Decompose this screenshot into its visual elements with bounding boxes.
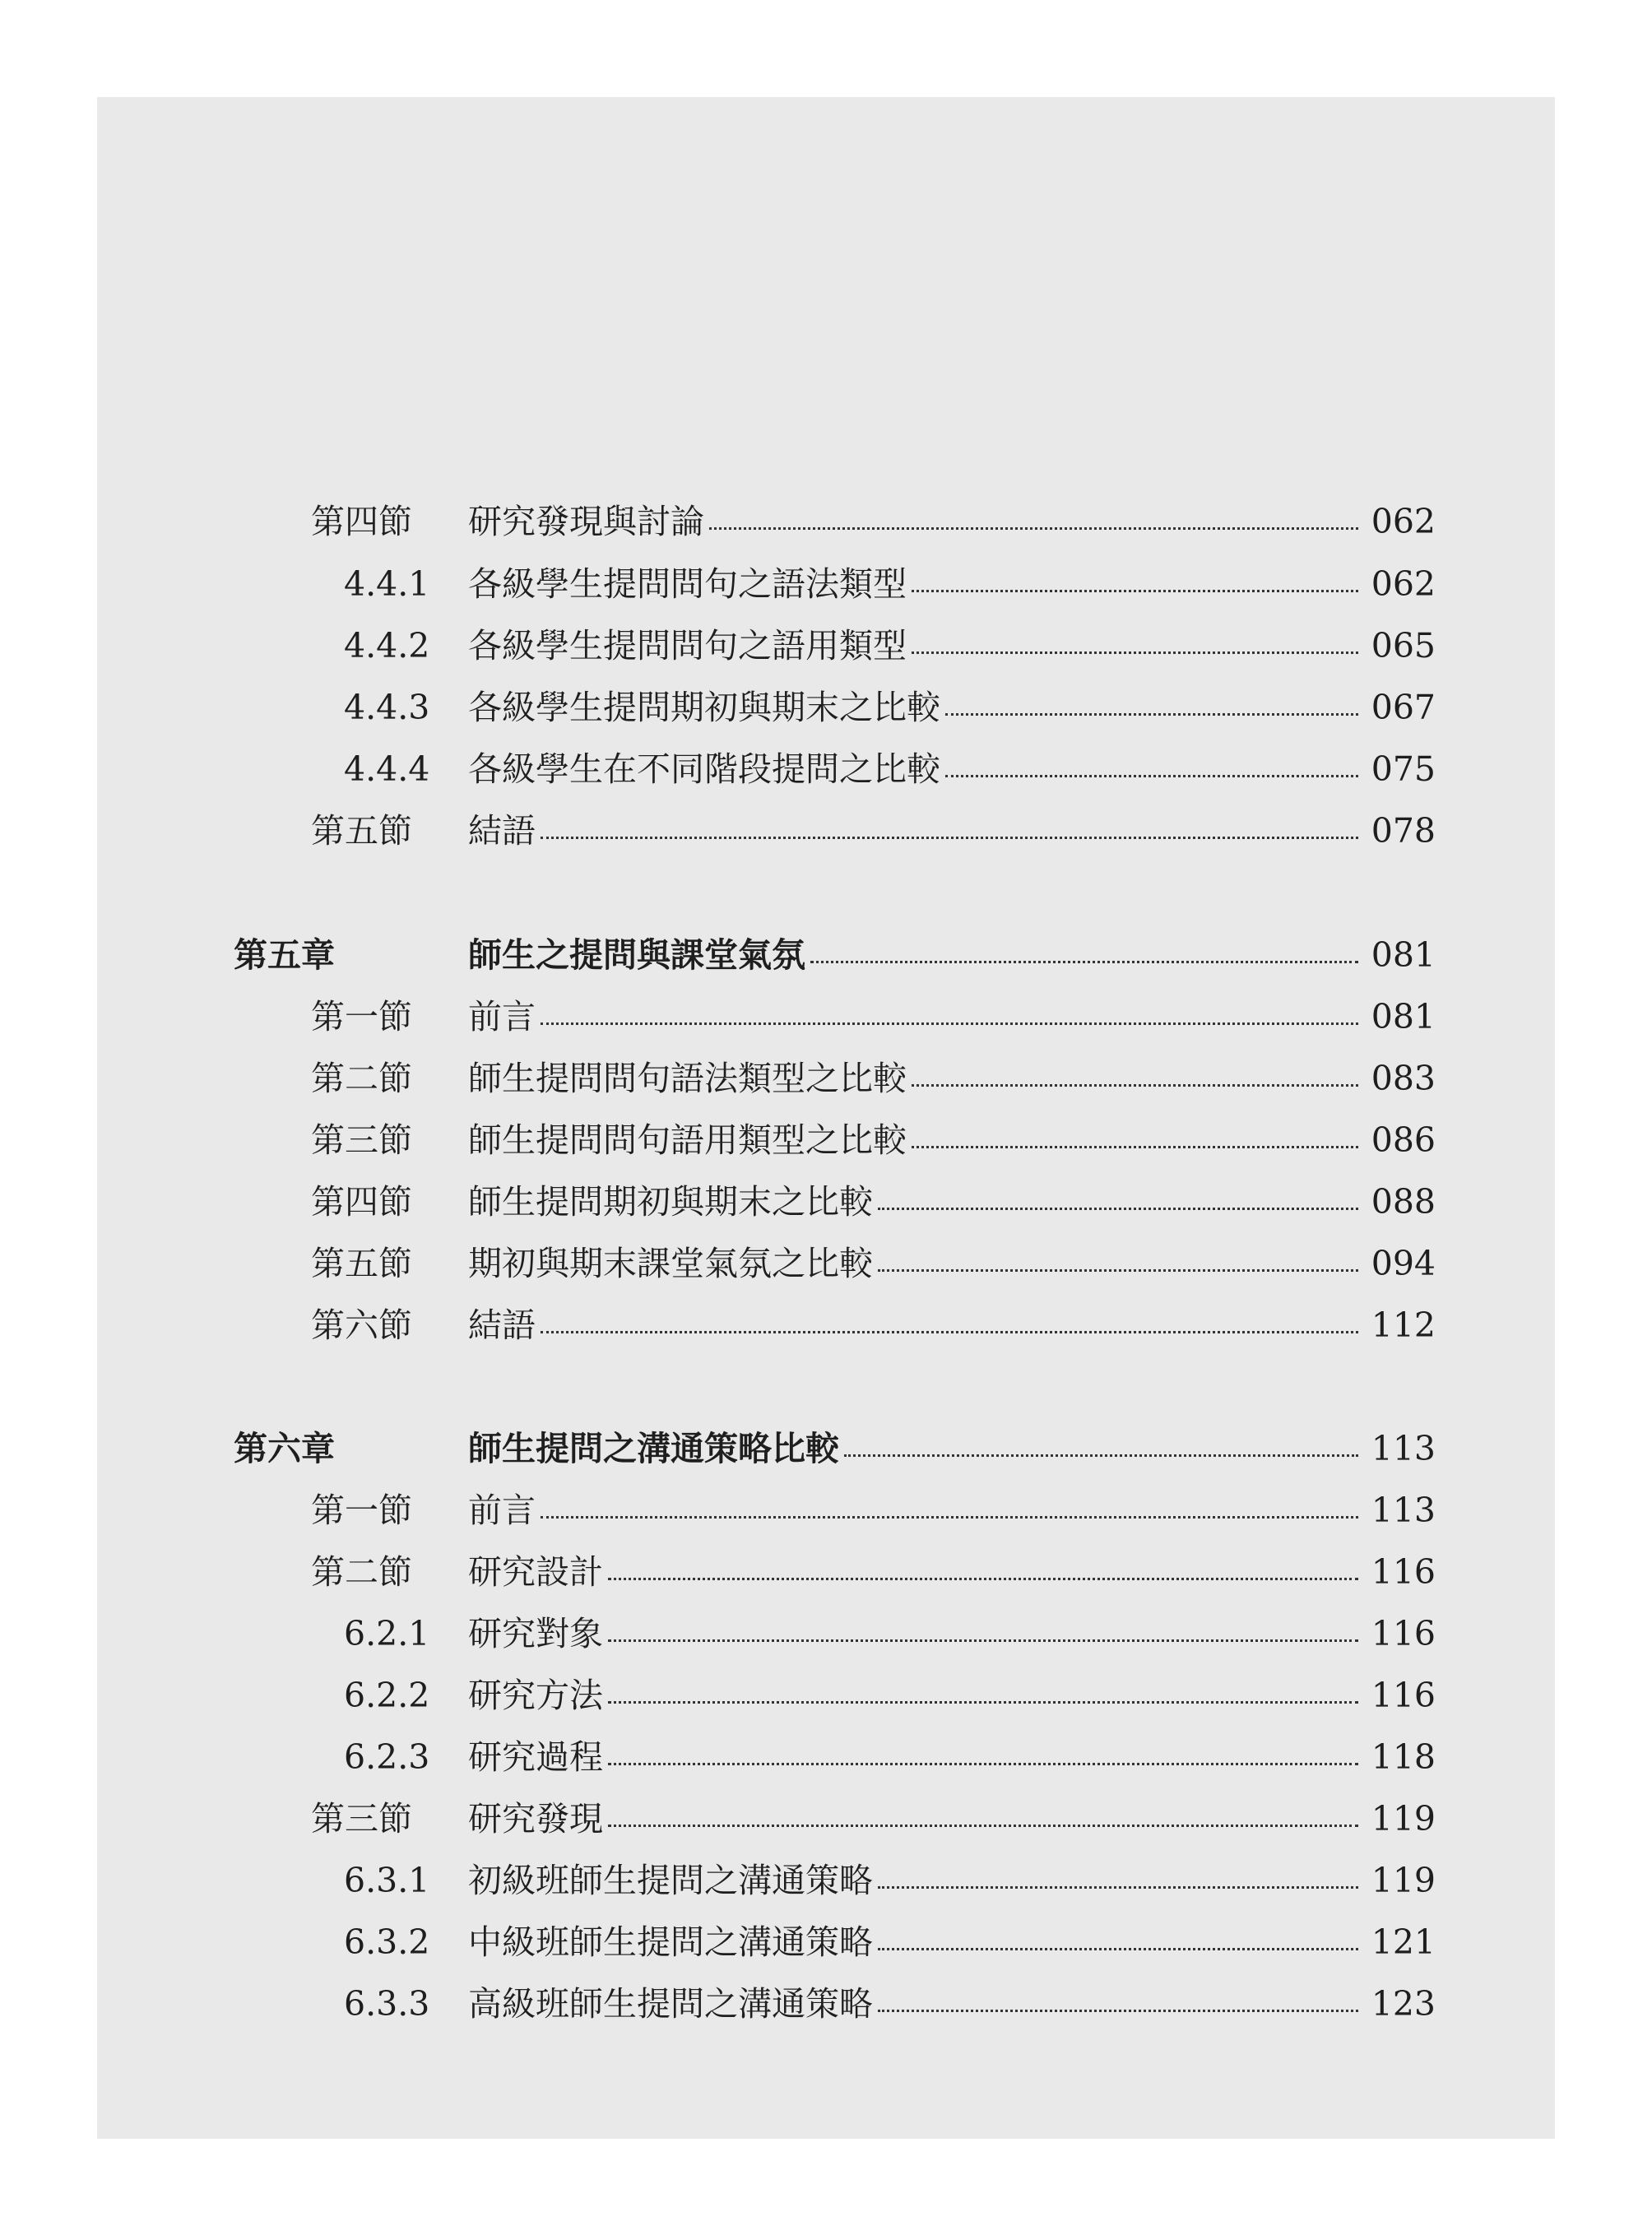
- entry-page: 123: [1371, 1984, 1436, 2024]
- dot-leader: [912, 1084, 1358, 1087]
- entry-page: 116: [1371, 1614, 1436, 1653]
- entry-title: 師生提問問句語法類型之比較: [468, 1059, 907, 1098]
- dot-leader: [608, 1639, 1358, 1642]
- entry-title: 研究過程: [468, 1737, 603, 1777]
- entry-title: 研究設計: [468, 1552, 603, 1592]
- entry-number: 6.3.3: [344, 1984, 430, 2024]
- toc-entry: [97, 1480, 1555, 1542]
- dot-leader: [912, 651, 1358, 654]
- entry-number: 6.2.3: [344, 1737, 430, 1777]
- dot-leader: [709, 527, 1358, 530]
- document-page: [97, 97, 1555, 2139]
- entry-page: 119: [1371, 1799, 1436, 1839]
- dot-leader: [912, 590, 1358, 592]
- entry-number: 第二節: [311, 1059, 412, 1098]
- dot-leader: [878, 1886, 1358, 1889]
- toc-entry: [97, 1233, 1555, 1295]
- entry-page: 081: [1371, 997, 1436, 1036]
- entry-number: 第三節: [311, 1120, 412, 1160]
- toc-entry: [97, 1295, 1555, 1356]
- dot-leader: [541, 1331, 1358, 1333]
- entry-page: 112: [1371, 1305, 1436, 1345]
- toc-entry: [97, 677, 1555, 739]
- entry-number: 第五節: [311, 811, 412, 851]
- entry-title: 研究對象: [468, 1614, 603, 1653]
- dot-leader: [878, 2010, 1358, 2012]
- chapter-number: 第五章: [234, 935, 335, 975]
- dot-leader: [912, 1146, 1358, 1148]
- entry-title: 研究方法: [468, 1676, 603, 1715]
- entry-page: 065: [1371, 626, 1436, 665]
- toc-entry: [97, 800, 1555, 862]
- entry-page: 086: [1371, 1120, 1436, 1160]
- toc-entry: [97, 1665, 1555, 1727]
- dot-leader: [878, 1208, 1358, 1210]
- chapter-number: 第六章: [234, 1429, 335, 1468]
- entry-page: 078: [1371, 811, 1436, 851]
- entry-number: 第三節: [311, 1799, 412, 1839]
- entry-title: 各級學生提問問句之語用類型: [468, 626, 907, 665]
- dot-leader: [608, 1763, 1358, 1765]
- dot-leader: [608, 1825, 1358, 1827]
- entry-title: 期初與期末課堂氣氛之比較: [468, 1244, 873, 1283]
- entry-title: 結語: [468, 1305, 536, 1345]
- entry-title: 各級學生提問問句之語法類型: [468, 564, 907, 604]
- entry-title: 初級班師生提問之溝通策略: [468, 1861, 873, 1900]
- entry-number: 第一節: [311, 997, 412, 1036]
- toc-entry: [97, 1110, 1555, 1171]
- entry-page: 118: [1371, 1737, 1436, 1777]
- entry-page: 062: [1371, 502, 1436, 541]
- entry-page: 067: [1371, 688, 1436, 727]
- entry-title: 中級班師生提問之溝通策略: [468, 1922, 873, 1962]
- toc-entry: [97, 739, 1555, 800]
- chapter-title: 師生之提問與課堂氣氛: [468, 935, 805, 975]
- entry-title: 研究發現: [468, 1799, 603, 1839]
- toc-chapter: [97, 1418, 1555, 1480]
- entry-number: 第二節: [311, 1552, 412, 1592]
- entry-number: 第六節: [311, 1305, 412, 1345]
- toc-entry: [97, 1542, 1555, 1603]
- dot-leader: [945, 713, 1358, 716]
- chapter-title: 師生提問之溝通策略比較: [468, 1429, 839, 1468]
- dot-leader: [810, 961, 1358, 963]
- dot-leader: [541, 837, 1358, 839]
- toc-entry: [97, 986, 1555, 1048]
- toc-entry: [97, 1048, 1555, 1110]
- entry-number: 6.2.2: [344, 1676, 430, 1715]
- entry-number: 第五節: [311, 1244, 412, 1283]
- entry-title: 高級班師生提問之溝通策略: [468, 1984, 873, 2024]
- toc-entry: [97, 615, 1555, 677]
- dot-leader: [945, 775, 1358, 777]
- dot-leader: [878, 1948, 1358, 1950]
- dot-leader: [541, 1516, 1358, 1519]
- entry-page: 062: [1371, 564, 1436, 604]
- entry-page: 083: [1371, 1059, 1436, 1098]
- dot-leader: [608, 1701, 1358, 1704]
- entry-page: 113: [1371, 1429, 1436, 1468]
- entry-page: 116: [1371, 1552, 1436, 1592]
- entry-number: 6.2.1: [344, 1614, 430, 1653]
- dot-leader: [878, 1269, 1358, 1272]
- toc-entry: [97, 1171, 1555, 1233]
- entry-number: 6.3.1: [344, 1861, 430, 1900]
- table-of-contents: [97, 97, 1555, 2139]
- entry-page: 116: [1371, 1676, 1436, 1715]
- entry-number: 第四節: [311, 1182, 412, 1222]
- entry-title: 各級學生在不同階段提問之比較: [468, 749, 940, 789]
- entry-number: 4.4.3: [344, 688, 430, 727]
- entry-number: 第四節: [311, 502, 412, 541]
- toc-entry: [97, 554, 1555, 615]
- entry-page: 075: [1371, 749, 1436, 789]
- toc-entry: [97, 1850, 1555, 1912]
- entry-number: 6.3.2: [344, 1922, 430, 1962]
- toc-entry: [97, 1788, 1555, 1850]
- entry-page: 113: [1371, 1491, 1436, 1530]
- toc-chapter: [97, 925, 1555, 986]
- entry-title: 前言: [468, 997, 536, 1036]
- entry-page: 081: [1371, 935, 1436, 975]
- entry-page: 094: [1371, 1244, 1436, 1283]
- toc-entry: [97, 1603, 1555, 1665]
- toc-entry: [97, 491, 1555, 553]
- entry-title: 研究發現與討論: [468, 502, 704, 541]
- entry-number: 4.4.2: [344, 626, 430, 665]
- entry-title: 結語: [468, 811, 536, 851]
- entry-page: 121: [1371, 1922, 1436, 1962]
- entry-number: 4.4.4: [344, 749, 430, 789]
- dot-leader: [541, 1022, 1358, 1025]
- dot-leader: [844, 1454, 1358, 1457]
- toc-entry: [97, 1727, 1555, 1788]
- entry-title: 師生提問期初與期末之比較: [468, 1182, 873, 1222]
- entry-number: 第一節: [311, 1491, 412, 1530]
- entry-page: 119: [1371, 1861, 1436, 1900]
- toc-entry: [97, 1973, 1555, 2035]
- toc-entry: [97, 1912, 1555, 1973]
- entry-title: 前言: [468, 1491, 536, 1530]
- dot-leader: [608, 1578, 1358, 1580]
- entry-title: 各級學生提問期初與期末之比較: [468, 688, 940, 727]
- entry-title: 師生提問問句語用類型之比較: [468, 1120, 907, 1160]
- entry-number: 4.4.1: [344, 564, 430, 604]
- entry-page: 088: [1371, 1182, 1436, 1222]
